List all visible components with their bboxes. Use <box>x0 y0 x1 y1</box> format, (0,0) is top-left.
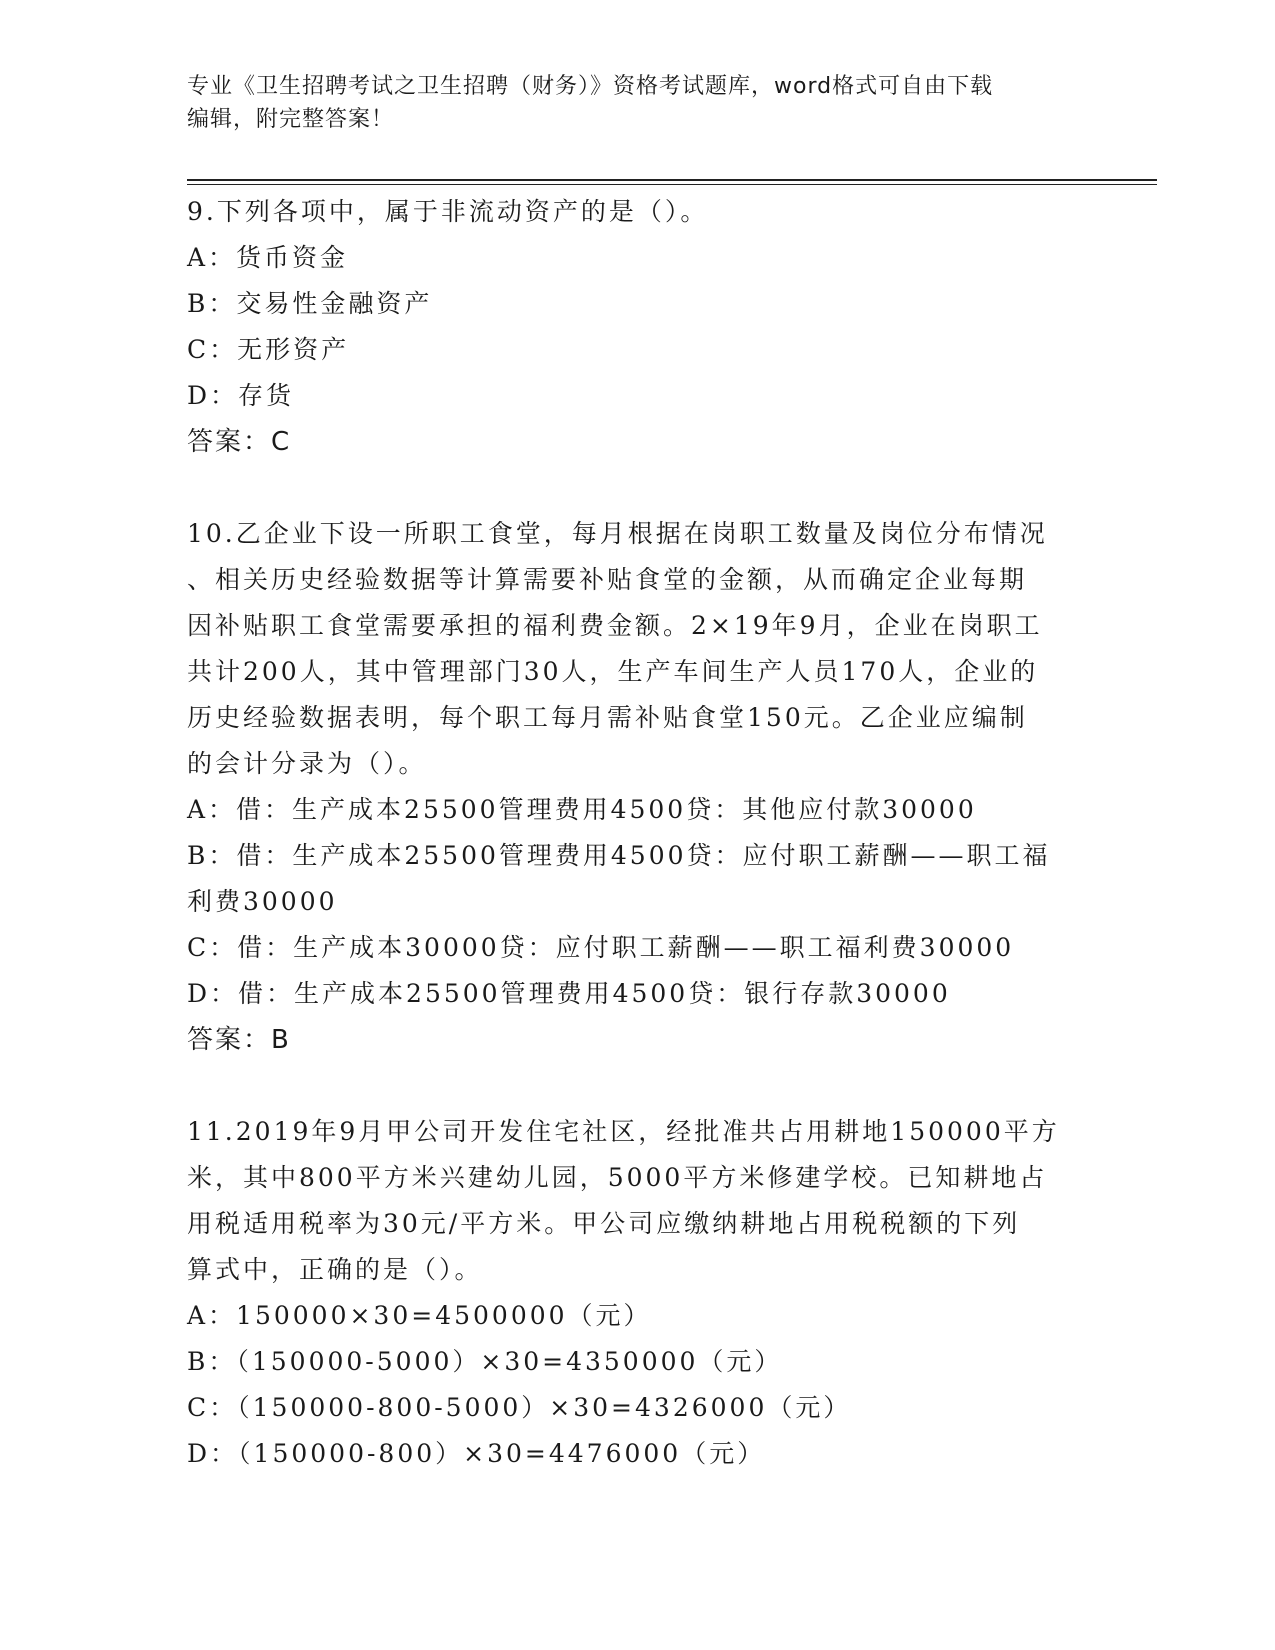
answer-option-line: D：借：生产成本25500管理费用4500贷：银行存款30000 <box>187 979 951 1008</box>
question-stem-line: 因补贴职工食堂需要承担的福利费金额。2×19年9月，企业在岗职工 <box>187 611 1043 640</box>
question-stem-line: 用税适用税率为30元/平方米。甲公司应缴纳耕地占用税税额的下列 <box>187 1209 1021 1238</box>
question-spacer <box>187 1063 1087 1109</box>
answer-option-line: B：交易性金融资产 <box>187 289 433 318</box>
header-divider-thin <box>187 184 1157 185</box>
answer-option-line: C：（150000-800-5000）×30=4326000（元） <box>187 1393 852 1422</box>
question-stem-line: 、相关历史经验数据等计算需要补贴食堂的金额，从而确定企业每期 <box>187 565 1028 594</box>
answer-option-line: A：货币资金 <box>187 243 349 272</box>
question-stem-line: 11.2019年9月甲公司开发住宅社区，经批准共占用耕地150000平方 <box>187 1117 1060 1146</box>
question-stem-line: 共计200人，其中管理部门30人，生产车间生产人员170人，企业的 <box>187 657 1039 686</box>
answer-option-line: B：（150000-5000）×30=4350000（元） <box>187 1347 783 1376</box>
answer-option-line: D：存货 <box>187 381 295 410</box>
answer-option-line: C：借：生产成本30000贷：应付职工薪酬——职工福利费30000 <box>187 933 1015 962</box>
question-spacer <box>187 465 1087 511</box>
question-block <box>187 1109 1087 1477</box>
answer-key: 答案：C <box>187 427 292 457</box>
question-stem-line: 历史经验数据表明，每个职工每月需补贴食堂150元。乙企业应编制 <box>187 703 1028 732</box>
question-stem-line: 9.下列各项中，属于非流动资产的是（）。 <box>187 197 709 226</box>
question-stem-line: 米，其中800平方米兴建幼儿园，5000平方米修建学校。已知耕地占 <box>187 1163 1048 1192</box>
answer-option-line: D：（150000-800）×30=4476000（元） <box>187 1439 766 1468</box>
answer-option-line: A：借：生产成本25500管理费用4500贷：其他应付款30000 <box>187 795 977 824</box>
question-stem-line: 10.乙企业下设一所职工食堂，每月根据在岗职工数量及岗位分布情况 <box>187 519 1048 548</box>
answer-option-line: 利费30000 <box>187 887 338 916</box>
question-stem-line: 的会计分录为（）。 <box>187 749 427 778</box>
question-block <box>187 189 1087 465</box>
question-block <box>187 511 1087 1063</box>
question-stem-line: 算式中，正确的是（）。 <box>187 1255 483 1284</box>
answer-option-line: C：无形资产 <box>187 335 350 364</box>
header-divider-thick <box>187 179 1157 181</box>
question-list <box>187 189 1087 1477</box>
answer-option-line: A：150000×30=4500000（元） <box>187 1301 652 1330</box>
header-line-2: 编辑，附完整答案！ <box>187 107 395 132</box>
document-header <box>187 70 1087 136</box>
answer-key: 答案：B <box>187 1025 291 1055</box>
answer-option-line: B：借：生产成本25500管理费用4500贷：应付职工薪酬——职工福 <box>187 841 1051 870</box>
header-line-1: 专业《卫生招聘考试之卫生招聘（财务）》资格考试题库，word格式可自由下载 <box>187 74 994 99</box>
